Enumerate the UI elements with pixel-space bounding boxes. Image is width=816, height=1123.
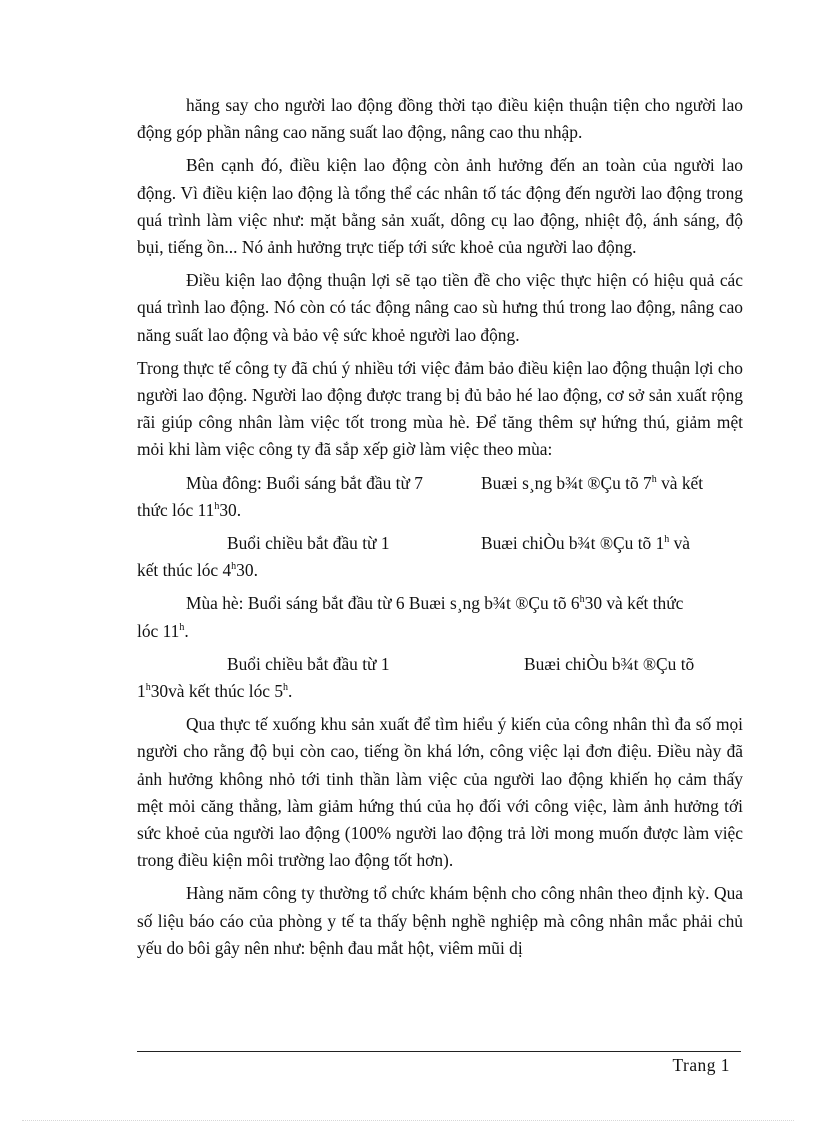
hour-sup: h	[651, 473, 657, 485]
summer-morning-end-time: lóc 11	[137, 620, 180, 641]
paragraph-4: Trong thực tế công ty đã chú ý nhiều tới việc đảm bảo điều kiện lao động thuận lợi cho người lao động. Người lao động được trang bị đủ bảo hé lao động, cơ sở sản xuất rộng rãi giúp công nhân làm việc tốt trong mùa hè. Để tăng thêm sự hứng thú, giảm mệt mỏi khi làm việc công ty đã sắp xếp giờ làm việc theo mùa:	[137, 357, 743, 460]
hour-sup: h	[579, 594, 585, 606]
winter-afternoon-line	[137, 530, 743, 557]
paragraph-2: Bên cạnh đó, điều kiện lao động còn ảnh hưởng đến an toàn của người lao động. Vì điều kiện lao động là tổng thể các nhân tố tác động đến người lao động trong quá trình làm việc như: mặt bằng sản xuất, dông cụ lao động, nhiệt độ, ánh sáng, độ bụi, tiếng ồn... Nó ảnh hưởng trực tiếp tới sức khoẻ của người lao động.	[137, 155, 743, 258]
summer-afternoon-cont	[137, 678, 743, 705]
winter-morning-cont	[137, 497, 743, 524]
page-number: Trang 1	[672, 1055, 730, 1075]
winter-afternoon-end-time: kết thúc lóc 4	[137, 560, 232, 581]
winter-afternoon-encoded	[481, 530, 690, 557]
winter-afternoon-end: và	[669, 533, 691, 554]
summer-afternoon-cont-text	[137, 678, 292, 705]
footer-divider	[137, 1051, 741, 1052]
hour-sup: h	[214, 501, 220, 513]
hour-sup: h	[145, 682, 151, 694]
summer-afternoon-line	[137, 651, 743, 678]
winter-morning-encoded	[481, 470, 703, 497]
work-schedule	[137, 470, 743, 706]
winter-afternoon-end-min: 30.	[236, 560, 258, 581]
summer-afternoon-end-time: 30và kết thúc lóc 5	[150, 680, 284, 701]
body-text	[137, 92, 743, 968]
summer-morning-line	[137, 590, 743, 617]
hour-sup: h	[231, 561, 237, 573]
paragraph-3: Điều kiện lao động thuận lợi sẽ tạo tiền đề cho việc thực hiện có hiệu quả các quá trình lao động. Nó còn có tác động nâng cao sù hưng thú trong lao động, nâng cao năng suất lao động và bảo vệ sức khoẻ người lao động.	[137, 270, 743, 345]
winter-afternoon-garbled: Buæi chiÒu b¾t ®Çu tõ 1	[481, 533, 665, 554]
winter-morning-cont-text	[137, 497, 241, 524]
winter-morning-end-time: thức lóc 11	[137, 499, 215, 520]
hour-sup: h	[179, 621, 185, 633]
page-bottom-edge	[22, 1120, 794, 1121]
summer-morning-text	[186, 590, 683, 617]
winter-afternoon-cont-text	[137, 557, 258, 584]
winter-morning-label: Mùa đông: Buổi sáng bắt đầu từ 7	[186, 472, 423, 493]
winter-morning-garbled: Buæi s¸ng b¾t ®Çu tõ 7	[481, 472, 652, 493]
summer-morning-cont	[137, 618, 743, 645]
summer-morning-end: 30 và kết thức	[584, 593, 684, 614]
summer-morning-cont-text	[137, 618, 189, 645]
winter-morning-line	[137, 470, 743, 497]
paragraph-5: Qua thực tế xuống khu sản xuất để tìm hiểu ý kiến của công nhân thì đa số mọi người cho rằng độ bụi còn cao, tiếng ồn khá lớn, công việc lại đơn điệu. Điều này đã ảnh hưởng không nhỏ tới tinh thần làm việc của người lao động khiến họ cảm thấy mệt mỏi căng thẳng, làm giảm hứng thú của họ đối với công việc, làm ảnh hưởng tới sức khoẻ của người lao động (100% người lao động trả lời mong muốn được làm việc trong điều kiện môi trường lao động tốt hơn).	[137, 714, 743, 871]
summer-afternoon-label: Buổi chiều bắt đầu từ 1	[227, 653, 390, 674]
paragraph-6: Hàng năm công ty thường tổ chức khám bệnh cho công nhân theo định kỳ. Qua số liệu báo cáo của phòng y tế ta thấy bệnh nghề nghiệp mà công nhân mắc phải chủ yếu do bôi gây nên như: bệnh đau mắt hột, viêm mũi dị	[137, 883, 743, 958]
winter-morning-end-min: 30.	[219, 499, 242, 520]
winter-afternoon-cont	[137, 557, 743, 584]
winter-afternoon-label: Buổi chiều bắt đầu từ 1	[227, 533, 390, 554]
winter-morning-end: và kết	[656, 472, 704, 493]
summer-morning-label: Mùa hè: Buổi sáng bắt đầu từ 6 Buæi s¸ng b¾t ®Çu tõ 6	[186, 593, 580, 614]
summer-afternoon-end-min: .	[288, 680, 293, 701]
summer-afternoon-garbled: Buæi chiÒu b¾t ®Çu tõ	[524, 653, 695, 674]
summer-morning-end-min: .	[184, 620, 189, 641]
paragraph-1: hăng say cho người lao động đồng thời tạo điều kiện thuận tiện cho người lao động góp phần nâng cao năng suất lao động, nâng cao thu nhập.	[137, 95, 743, 143]
hour-sup: h	[283, 682, 289, 694]
hour-sup: h	[664, 534, 670, 546]
summer-afternoon-start: 1	[137, 680, 146, 701]
